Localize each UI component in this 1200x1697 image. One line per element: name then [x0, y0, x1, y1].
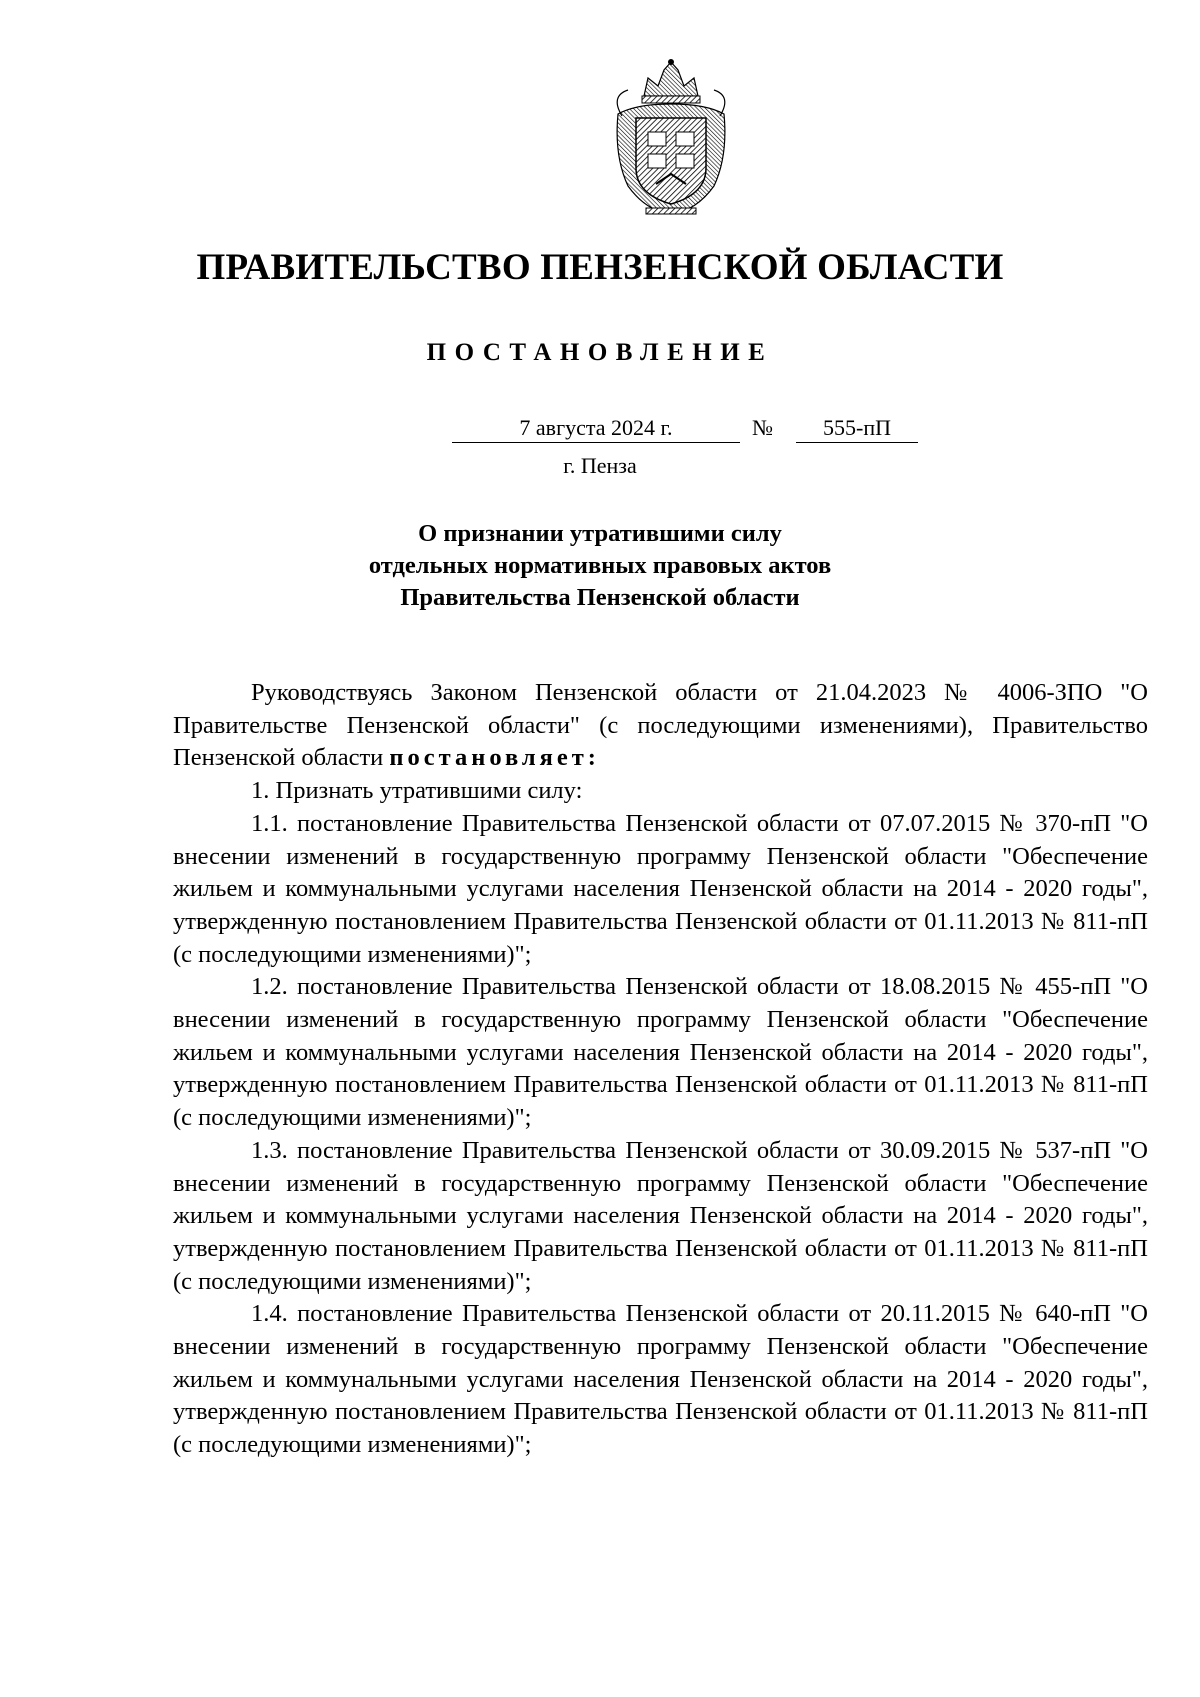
preamble-paragraph [173, 677, 1148, 775]
list-item: 1.1. постановление Правительства Пензенской области от 07.07.2015 № 370-пП "О внесении изменений в государственную программу Пензенской области "Обеспечение жильем и коммунальными услугами населения Пензенской области на 2014 - 2020 годы", утвержденную постановлением Правительства Пензенской области от 01.11.2013 № 811-пП (с последующими изменениями)"; [173, 809, 1148, 968]
subject-line: отдельных нормативных правовых актов [368, 552, 832, 579]
list-item: 1.2. постановление Правительства Пензенской области от 18.08.2015 № 455-пП "О внесении изменений в государственную программу Пензенской области "Обеспечение жильем и коммунальными услугами населения Пензенской области на 2014 - 2020 годы", утвержденную постановлением Правительства Пензенской области от 01.11.2013 № 811-пП (с последующими изменениями)"; [173, 973, 1148, 1132]
document-type: ПОСТАНОВЛЕНИЕ [426, 339, 774, 366]
preamble-text: Руководствуясь Законом Пензенской области от 21.04.2023 № 4006-ЗПО "О Правительстве Пензенской области" (с последующими изменениями), Правительство Пензенской области [173, 679, 1148, 772]
city: г. Пенза [563, 453, 637, 478]
coat-of-arms-icon [606, 56, 736, 216]
list-item: 1.4. постановление Правительства Пензенской области от 20.11.2015 № 640-пП "О внесении изменений в государственную программу Пензенской области "Обеспечение жильем и коммунальными услугами населения Пензенской области на 2014 - 2020 годы", утвержденную постановлением Правительства Пензенской области от 01.11.2013 № 811-пП (с последующими изменениями)"; [173, 1300, 1148, 1459]
document-body [173, 677, 1148, 1462]
document-number: 555-пП [796, 414, 918, 443]
document-date: 7 августа 2024 г. [452, 414, 740, 443]
point-1: 1. Признать утратившими силу: [251, 777, 583, 805]
organization-title: ПРАВИТЕЛЬСТВО ПЕНЗЕНСКОЙ ОБЛАСТИ [196, 247, 1004, 288]
subject-line: О признании утратившими силу [418, 520, 782, 547]
list-item: 1.3. постановление Правительства Пензенской области от 30.09.2015 № 537-пП "О внесении изменений в государственную программу Пензенской области "Обеспечение жильем и коммунальными услугами населения Пензенской области на 2014 - 2020 годы", утвержденную постановлением Правительства Пензенской области от 01.11.2013 № 811-пП (с последующими изменениями)"; [173, 1136, 1148, 1295]
document-subject [0, 518, 1200, 614]
decree-word: постановляет: [389, 744, 600, 772]
subject-line: Правительства Пензенской области [400, 584, 800, 611]
number-sign: № [752, 415, 773, 440]
